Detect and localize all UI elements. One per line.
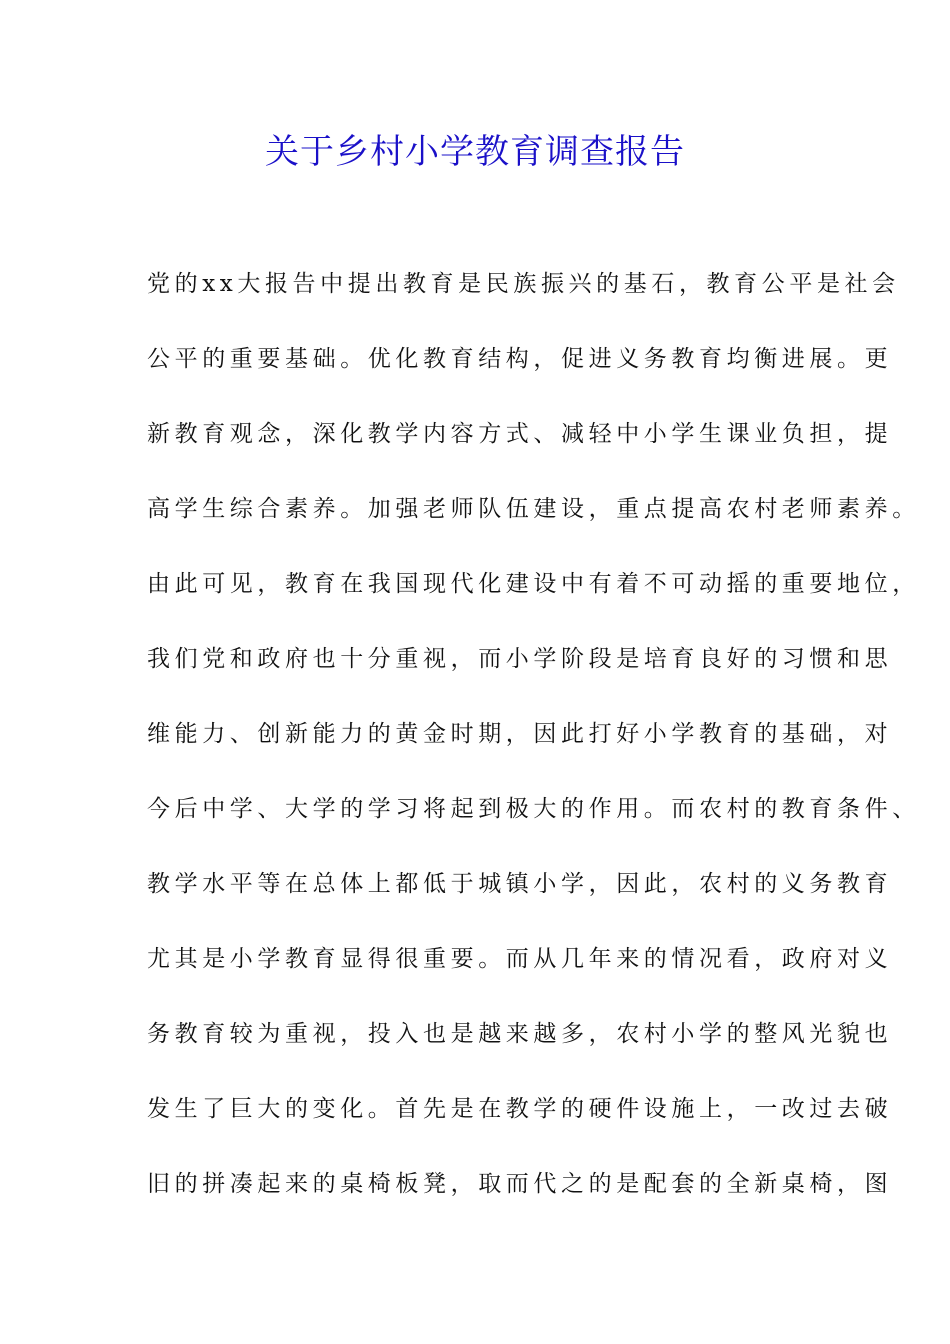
body-line: 今后中学、大学的学习将起到极大的作用。而农村的教育条件、 <box>147 796 920 822</box>
document-title: 关于乡村小学教育调查报告 <box>265 132 685 172</box>
body-line: 务教育较为重视，投入也是越来越多，农村小学的整风光貌也 <box>147 1021 893 1047</box>
body-line: 新教育观念，深化教学内容方式、减轻中小学生课业负担，提 <box>147 421 893 447</box>
body-line: 我们党和政府也十分重视，而小学阶段是培育良好的习惯和思 <box>147 646 893 672</box>
body-line: 党的xx大报告中提出教育是民族振兴的基石，教育公平是社会 <box>147 271 900 297</box>
body-line: 高学生综合素养。加强老师队伍建设，重点提高农村老师素养。 <box>147 496 920 522</box>
body-line: 维能力、创新能力的黄金时期，因此打好小学教育的基础，对 <box>147 721 893 747</box>
body-line: 公平的重要基础。优化教育结构，促进义务教育均衡进展。更 <box>147 346 893 372</box>
document-body <box>147 262 920 1237</box>
body-line: 由此可见，教育在我国现代化建设中有着不可动摇的重要地位， <box>147 571 920 597</box>
body-line: 尤其是小学教育显得很重要。而从几年来的情况看，政府对义 <box>147 946 893 972</box>
body-line: 旧的拼凑起来的桌椅板凳，取而代之的是配套的全新桌椅，图 <box>147 1171 893 1197</box>
body-line: 教学水平等在总体上都低于城镇小学，因此，农村的义务教育 <box>147 871 893 897</box>
body-line: 发生了巨大的变化。首先是在教学的硬件设施上，一改过去破 <box>147 1096 893 1122</box>
